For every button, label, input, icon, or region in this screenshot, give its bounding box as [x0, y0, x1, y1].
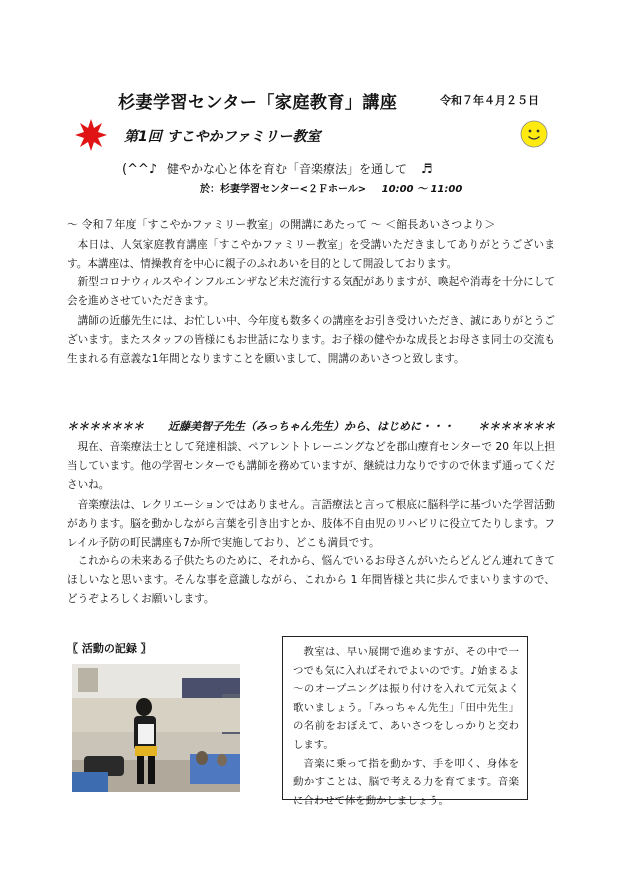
music-notes-icon: ♬ [420, 162, 433, 177]
smiley-face-circle [521, 121, 547, 147]
teacher-paragraph-1: 現在、音楽療法士として発達相談、ペアレントトレーニングなどを郡山療育センターで 20 年以上担当しています。他の学習センターでも講師を務めていますが、継続は力なりですので休まず通ってくださいね。 [67, 441, 555, 491]
teacher-paragraph-2: 音楽療法は、レクリエーションではありません。言語療法と言って根底に脳科学に基づいた学習活動があります。脳を動かしながら言葉を引き出すとか、肢体不自由児のリハビリに役立てたりします。フレイル予防の町民講座も7か所で実施しており、どこも満員です。 [67, 499, 555, 549]
opening-paragraph-3: 講師の近藤先生には、お忙しい中、今年度も数多くの講座をお引き受けいただき、誠にありがとうございます。またスタッフの皆様にもお世話になります。お子様の健やかな成長とお母さま同士の交流も生まれる有意義な1年間となりますことを願いまして、開講のあいさつと致します。 [67, 315, 555, 365]
opening-paragraph-2: 新型コロナウィルスやインフルエンザなど未だ流行する気配がありますが、喚起や消毒を十分にして会を進めさせていただきます。 [67, 276, 555, 307]
record-paragraph-1: 教室は、早い展開で進めますが、その中で一つでも気に入ればそれでよいのです。♪始まるよ～のオープニングは振り付けを入れて元気よく歌いましょう。「みっちゃん先生」「田中先生」の名前をおぼえて、あいさつをしっかりと交わします。 [293, 646, 519, 751]
smiley-eye-right [537, 130, 540, 133]
star-shape [75, 119, 107, 151]
venue-text: 於：杉妻学習センター<２Ｆホール> [200, 184, 367, 195]
smiley-face-icon [520, 120, 548, 148]
event-subtitle: 第1回 すこやかファミリー教室 [124, 129, 321, 145]
stars-left: ＊＊＊＊＊＊＊ [67, 420, 144, 433]
activity-record-label: 〖 活動の記録 〗 [67, 642, 152, 655]
activity-photo [72, 664, 240, 792]
teacher-heading-text: 近藤美智子先生（みっちゃん先生）から、はじめに・・・ [168, 420, 454, 433]
document-date: 令和７年４月２５日 [440, 94, 539, 107]
event-theme [122, 160, 432, 177]
document-title: 杉妻学習センター「家庭教育」講座 [118, 93, 398, 113]
event-time: 10:00 ～ 11:00 [381, 184, 463, 195]
activity-record-box [282, 636, 528, 807]
opening-paragraph-1: 本日は、人気家庭教育講座「すこやかファミリー教室」を受講いただきましてありがとうございます。本講座は、情操教育を中心に親子のふれあいを目的として開設しております。 [67, 239, 555, 270]
teacher-paragraph-3: これからの未来ある子供たちのために、それから、悩んでいるお母さんがいたらどんどん連れてきてほしいなと思います。そんな事を意識しながら、これから 1 年間皆様と共に歩んでまいりますので、どうぞよろしくお願いします。 [67, 555, 555, 605]
smiley-eye-left [529, 130, 532, 133]
record-paragraph-2: 音楽に乗って指を動かす、手を叩く、身体を動かすことは、脳で考える力を育てます。音楽に合わせて体を動かしましょう。 [293, 757, 519, 807]
event-venue [200, 180, 462, 195]
stars-right: ＊＊＊＊＊＊＊ [478, 420, 555, 433]
section-heading-opening: ～ 令和７年度「すこやかファミリー教室」の開講にあたって ～ ＜館長あいさつより＞ [67, 218, 496, 231]
event-theme-text: 健やかな心と体を育む「音楽療法」を通して [166, 162, 407, 176]
red-star-icon [74, 118, 108, 152]
section-heading-teacher [67, 418, 555, 434]
music-note-emoticon: (^^♪ [122, 162, 158, 177]
